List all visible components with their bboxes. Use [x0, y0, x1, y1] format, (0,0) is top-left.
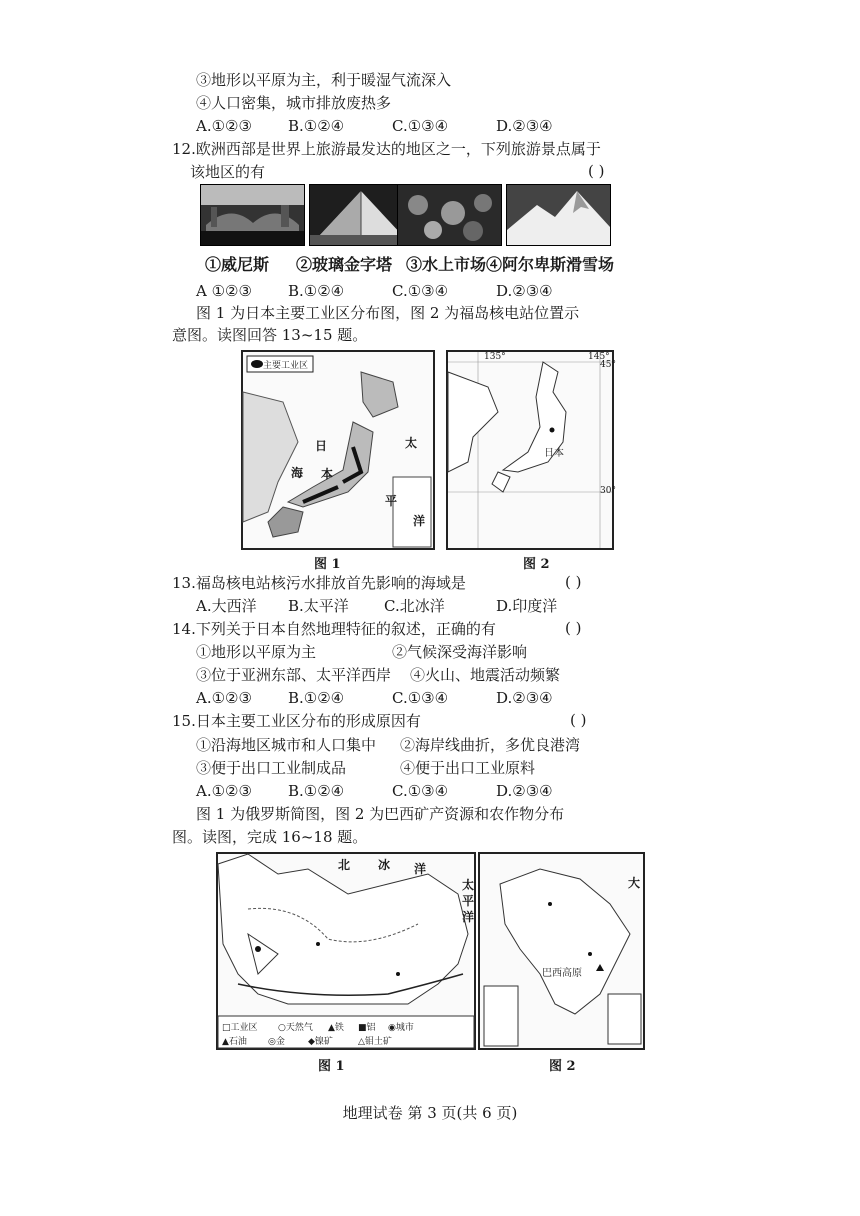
q15-item2: ②海岸线曲折，多优良港湾: [400, 736, 581, 754]
q12-option-b: B.①②④: [288, 282, 345, 300]
russia-intro-line2: 图。读图，完成 16~18 题。: [172, 828, 368, 846]
japan-map1-legend: 主要工业区: [263, 361, 309, 371]
label-ri: 日: [315, 439, 328, 453]
brazil-map: [478, 852, 645, 1050]
lon-135: 135°: [484, 352, 506, 362]
item-3-text: ③地形以平原为主，利于暖湿气流深入: [196, 71, 452, 89]
q12-option-c: C.①③④: [392, 282, 449, 300]
caption-glass-pyramid: ②玻璃金字塔: [296, 255, 393, 274]
q14-item3: ③位于亚洲东部、太平洋西岸: [196, 666, 392, 684]
russia-intro-line1: 图 1 为俄罗斯简图，图 2 为巴西矿产资源和农作物分布: [196, 805, 565, 823]
option-b: B.①②④: [288, 117, 345, 135]
japan-industry-map: [241, 350, 435, 550]
lon-145: 145°: [588, 352, 610, 362]
japan-label: 日本: [544, 448, 564, 459]
option-d: D.②③④: [496, 117, 553, 135]
floating-market-photo: [397, 184, 502, 246]
q13-option-b: B.太平洋: [288, 597, 349, 615]
russia-map-caption: 图 1: [318, 1059, 345, 1074]
q13-option-c: C.北冰洋: [384, 597, 445, 615]
q14-stem: 14.下列关于日本自然地理特征的叙述，正确的有: [172, 620, 496, 638]
q14-option-a: A.①②③: [196, 689, 252, 707]
label-hai: 海: [291, 466, 304, 480]
caption-floating-market: ③水上市场: [406, 255, 487, 274]
q15-item4: ④便于出口工业原料: [400, 759, 536, 777]
legend-gas: ○天然气: [278, 1023, 313, 1033]
q14-item1: ①地形以平原为主: [196, 643, 317, 661]
arctic-char-3: 洋: [414, 862, 427, 876]
brazil-plateau-label: 巴西高原: [542, 968, 582, 979]
lat-45: 45°: [600, 360, 616, 370]
legend-iron: ▲铁: [328, 1023, 344, 1033]
atlantic-char: 大: [628, 876, 641, 890]
legend-gold: ◎金: [268, 1037, 285, 1047]
legend-industrial: □工业区: [222, 1023, 258, 1033]
legend-city: ◉城市: [388, 1023, 414, 1033]
option-c: C.①③④: [392, 117, 449, 135]
label-yang: 洋: [413, 514, 426, 528]
q12-stem-line1: 12.欧洲西部是世界上旅游最发达的地区之一，下列旅游景点属于: [172, 140, 601, 158]
q13-option-d: D.印度洋: [496, 597, 558, 615]
alps-ski-photo: [506, 184, 611, 246]
option-a: A.①②③: [196, 117, 252, 135]
q15-option-b: B.①②④: [288, 782, 345, 800]
q15-option-c: C.①③④: [392, 782, 449, 800]
japan-intro-line2: 意图。读图回答 13~15 题。: [172, 326, 368, 344]
fukushima-location-map: [446, 350, 614, 550]
q15-item3: ③便于出口工业制成品: [196, 759, 347, 777]
caption-venice: ①威尼斯: [205, 255, 270, 274]
item-4-text: ④人口密集，城市排放废热多: [196, 94, 392, 112]
q15-option-a: A.①②③: [196, 782, 252, 800]
venice-photo: [200, 184, 305, 246]
russia-map: [216, 852, 476, 1050]
q12-option-a: A ①②③: [196, 282, 252, 300]
arctic-char-1: 北: [338, 858, 351, 872]
legend-bauxite: △钼土矿: [358, 1037, 392, 1047]
arctic-char-2: 冰: [378, 858, 391, 872]
q13-answer-paren: ( ): [565, 573, 582, 591]
q14-answer-paren: ( ): [565, 619, 582, 637]
label-tai: 太: [405, 436, 418, 450]
q14-item2: ②气候深受海洋影响: [392, 643, 528, 661]
label-ping: 平: [385, 494, 398, 508]
caption-alps-ski: ④阿尔卑斯滑雪场: [486, 255, 615, 274]
japan-intro-line1: 图 1 为日本主要工业区分布图，图 2 为福岛核电站位置示: [196, 304, 580, 322]
pacific-char-1: 太: [462, 878, 475, 892]
q15-answer-paren: ( ): [570, 711, 587, 729]
legend-oil: ▲石油: [222, 1037, 247, 1047]
q15-stem: 15.日本主要工业区分布的形成原因有: [172, 712, 421, 730]
pacific-char-3: 洋: [462, 910, 475, 924]
lat-30: 30°: [600, 486, 616, 496]
q13-stem: 13.福岛核电站核污水排放首先影响的海域是: [172, 574, 466, 592]
q12-option-d: D.②③④: [496, 282, 553, 300]
japan-map1-caption: 图 1: [314, 557, 341, 572]
q14-option-d: D.②③④: [496, 689, 553, 707]
q12-answer-paren: ( ): [588, 162, 605, 180]
q14-item4: ④火山、地震活动频繁: [410, 666, 561, 684]
brazil-map-caption: 图 2: [549, 1059, 576, 1074]
page-footer: 地理试卷 第 3 页(共 6 页): [342, 1104, 518, 1122]
q14-option-c: C.①③④: [392, 689, 449, 707]
pacific-char-2: 平: [462, 894, 475, 908]
legend-nickel: ◆镍矿: [308, 1037, 333, 1047]
q15-item1: ①沿海地区城市和人口集中: [196, 736, 377, 754]
q12-stem-line2: 该地区的有: [190, 163, 266, 181]
q13-option-a: A.大西洋: [196, 597, 257, 615]
label-ben: 本: [321, 467, 334, 481]
japan-map2-caption: 图 2: [523, 557, 550, 572]
legend-aluminum: ■铝: [358, 1023, 376, 1033]
q14-option-b: B.①②④: [288, 689, 345, 707]
q15-option-d: D.②③④: [496, 782, 553, 800]
